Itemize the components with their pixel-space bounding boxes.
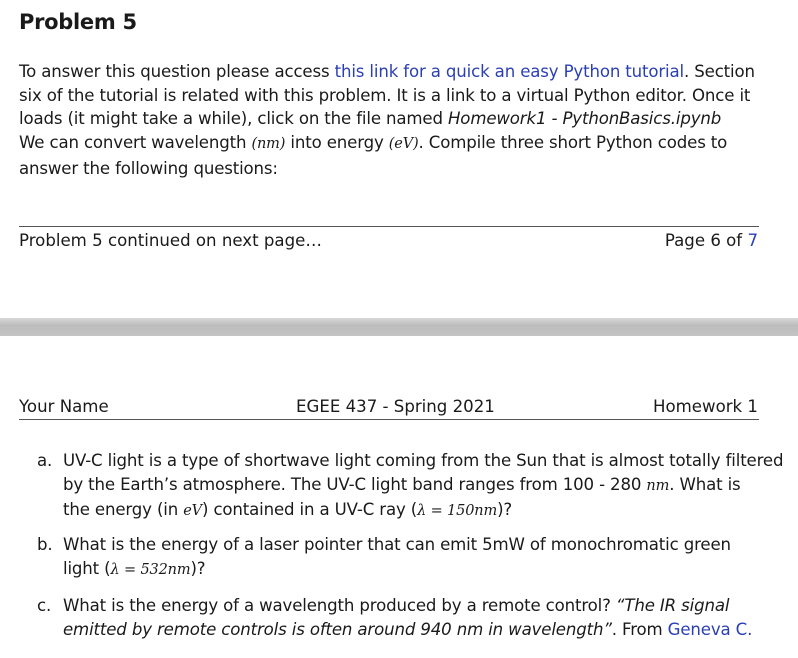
question-b-line-1: What is the energy of a laser pointer that can emit 5mW of monochromatic green: [63, 535, 731, 554]
page-6: [0, 0, 798, 318]
intro-line-4: We can convert wavelength (nm) into energy (eV). Compile three short Python codes to: [19, 133, 728, 153]
quote-text: “The IR signal: [615, 596, 730, 615]
intro-paragraph: [19, 60, 759, 181]
python-tutorial-link[interactable]: this link for a quick an easy Python tutorial: [334, 62, 685, 81]
question-a-line-2: by the Earth’s atmosphere. The UV-C light band ranges from 100 - 280 nm. What is: [63, 474, 741, 494]
total-pages-link[interactable]: 7: [747, 231, 758, 250]
question-label: b.: [37, 535, 53, 554]
intro-line-1: To answer this question please access this link for a quick an easy Python tutorial. Section: [19, 62, 755, 81]
footer-divider: [19, 226, 759, 227]
source-link[interactable]: Geneva C.: [667, 619, 753, 639]
question-c-line-1: What is the energy of a wavelength produced by a remote control? “The IR signal: [63, 596, 730, 615]
wavelength-expression: λ = 150nm: [417, 503, 498, 520]
intro-line-5: answer the following questions:: [19, 158, 278, 178]
question-c-line-2: emitted by remote controls is often around 940 nm in wavelength”. From Geneva C.: [63, 619, 753, 639]
question-label: a.: [37, 451, 53, 470]
question-a-line-1: UV-C light is a type of shortwave light coming from the Sun that is almost totally filtered: [63, 451, 784, 470]
header-assignment: Homework 1: [653, 397, 758, 416]
question-a-line-3: the energy (in eV) contained in a UV-C ray (λ = 150nm)?: [63, 500, 513, 520]
page-7: [0, 336, 798, 658]
question-b-line-2: light (λ = 532nm)?: [63, 558, 206, 578]
question-label: c.: [37, 596, 52, 615]
header-student-name: Your Name: [19, 397, 109, 416]
problem-title: Problem 5: [19, 10, 137, 34]
page-separator: [0, 318, 798, 336]
wavelength-expression: λ = 532nm: [110, 561, 191, 578]
header-course: EGEE 437 - Spring 2021: [296, 397, 495, 416]
quote-text: emitted by remote controls is often around 940 nm in wavelength”: [63, 619, 612, 639]
intro-line-3: loads (it might take a while), click on the file named Homework1 - PythonBasics.ipynb: [19, 109, 722, 129]
notebook-filename: Homework1 - PythonBasics.ipynb: [447, 109, 722, 129]
header-divider: [19, 419, 759, 420]
intro-line-2: six of the tutorial is related with this problem. It is a link to a virtual Python editor. Once it: [19, 85, 751, 105]
page-number: Page 6 of 7: [664, 231, 758, 250]
nm-unit: (nm): [251, 136, 286, 153]
continued-note: Problem 5 continued on next page…: [19, 231, 322, 250]
ev-unit: (eV): [388, 136, 419, 153]
